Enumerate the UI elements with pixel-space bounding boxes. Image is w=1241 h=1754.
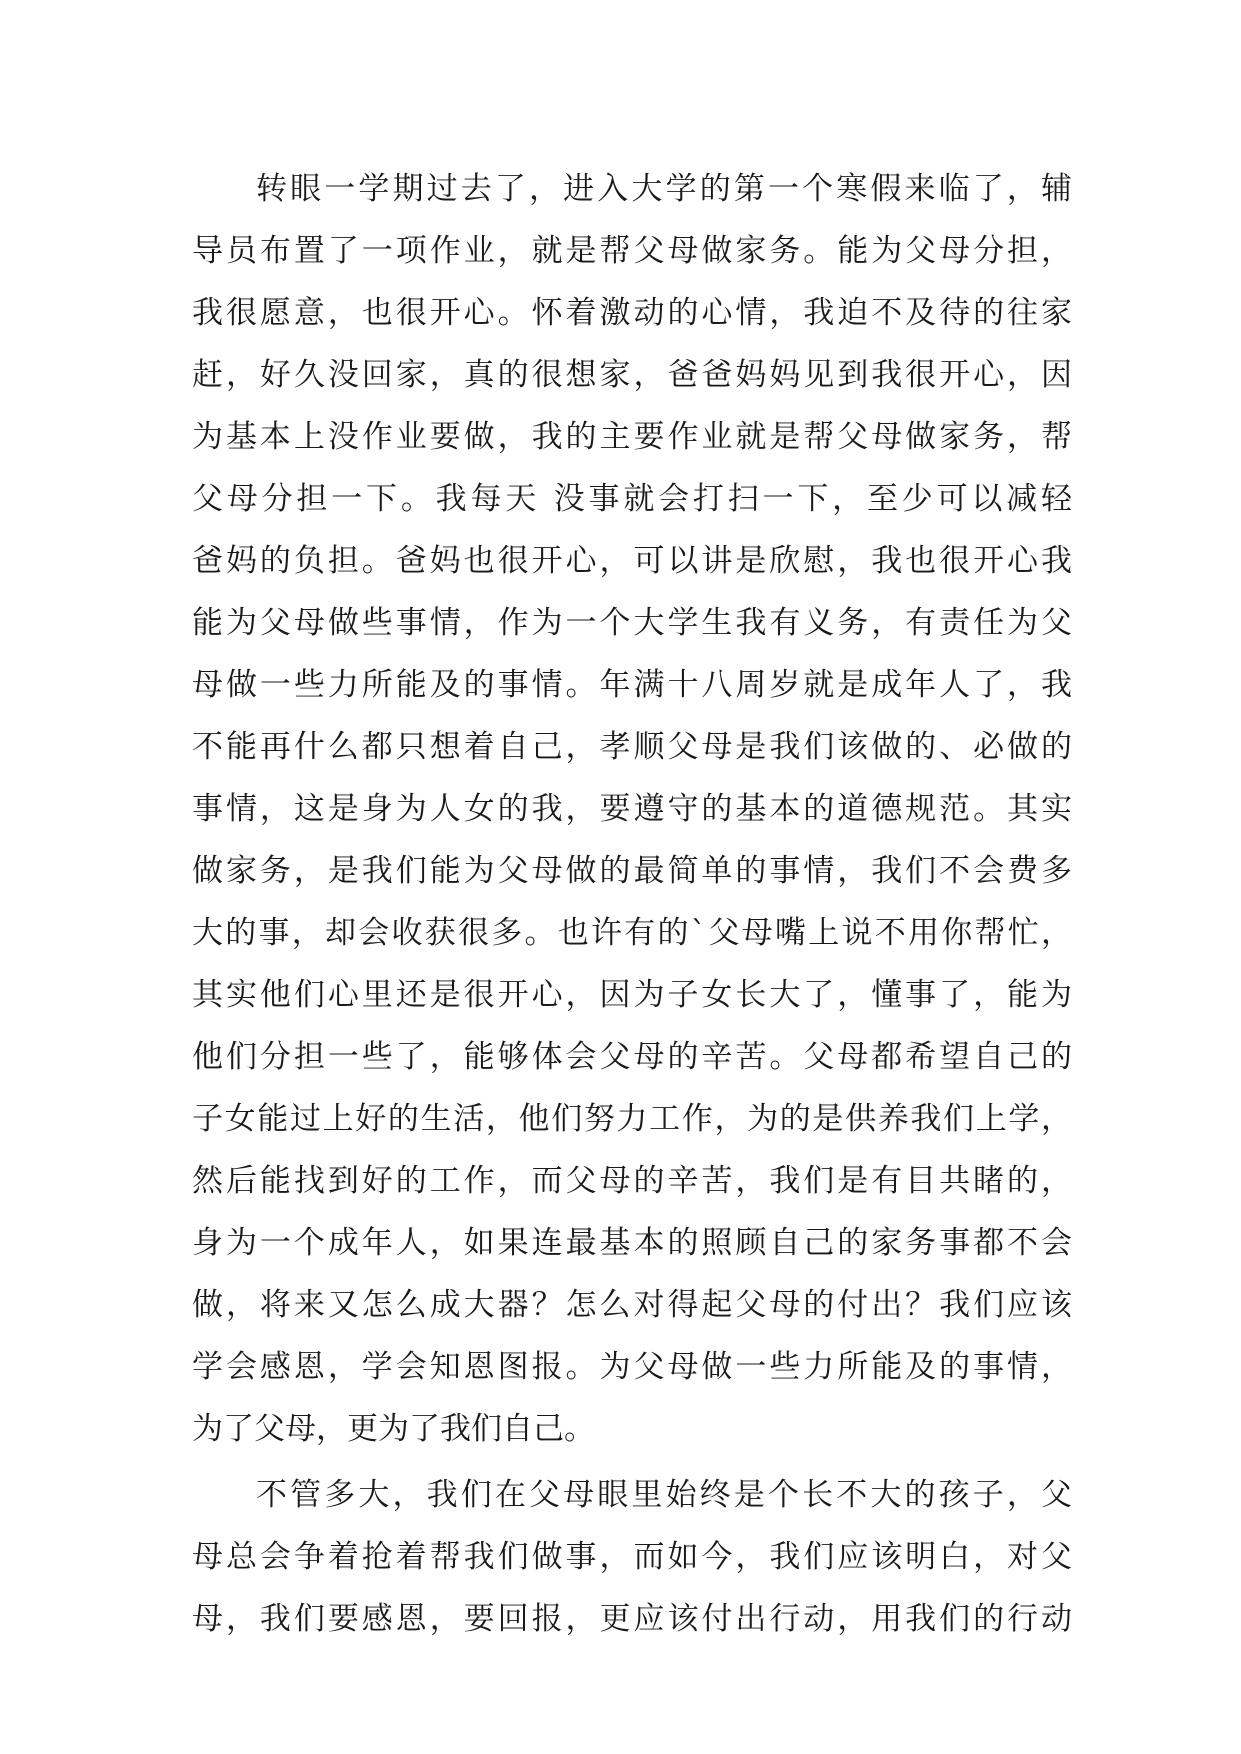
text-line: 然后能找到好的工作，而父母的辛苦，我们是有目共睹的， bbox=[192, 1163, 1072, 1199]
text-line: 母做一些力所能及的事情。年满十八周岁就是成年人了，我 bbox=[192, 667, 1072, 703]
text-line: 导员布置了一项作业，就是帮父母做家务。能为父母分担， bbox=[192, 233, 1072, 269]
paragraph-2 bbox=[192, 1464, 1072, 1650]
text-line: 身为一个成年人，如果连最基本的照顾自己的家务事都不会 bbox=[192, 1225, 1072, 1261]
text-line: 爸妈的负担。爸妈也很开心，可以讲是欣慰，我也很开心我 bbox=[192, 543, 1072, 579]
paragraph-1 bbox=[192, 158, 1072, 1460]
text-line: 不能再什么都只想着自己，孝顺父母是我们该做的、必做的 bbox=[192, 729, 1072, 765]
text-line: 事情，这是身为人女的我，要遵守的基本的道德规范。其实 bbox=[192, 791, 1072, 827]
text-line: 他们分担一些了，能够体会父母的辛苦。父母都希望自己的 bbox=[192, 1039, 1072, 1075]
text-line: 赶，好久没回家，真的很想家，爸爸妈妈见到我很开心，因 bbox=[192, 357, 1072, 393]
text-line: 不管多大，我们在父母眼里始终是个长不大的孩子，父 bbox=[256, 1477, 1072, 1513]
text-line: 做家务，是我们能为父母做的最简单的事情，我们不会费多 bbox=[192, 853, 1072, 889]
text-line: 学会感恩，学会知恩图报。为父母做一些力所能及的事情， bbox=[192, 1349, 1072, 1385]
text-line: 母，我们要感恩，要回报，更应该付出行动，用我们的行动 bbox=[192, 1601, 1072, 1637]
text-line: 做，将来又怎么成大器？怎么对得起父母的付出？我们应该 bbox=[192, 1287, 1072, 1323]
text-line: 转眼一学期过去了，进入大学的第一个寒假来临了，辅 bbox=[256, 171, 1072, 207]
text-line: 我很愿意，也很开心。怀着激动的心情，我迫不及待的往家 bbox=[192, 295, 1072, 331]
text-line: 能为父母做些事情，作为一个大学生我有义务，有责任为父 bbox=[192, 605, 1072, 641]
text-line: 大的事，却会收获很多。也许有的`父母嘴上说不用你帮忙， bbox=[192, 915, 1072, 951]
text-line: 母总会争着抢着帮我们做事，而如今，我们应该明白，对父 bbox=[192, 1539, 1072, 1575]
text-line: 为了父母，更为了我们自己。 bbox=[192, 1411, 595, 1447]
text-line: 父母分担一下。我每天 没事就会打扫一下，至少可以减轻 bbox=[192, 481, 1072, 517]
text-line: 其实他们心里还是很开心，因为子女长大了，懂事了，能为 bbox=[192, 977, 1072, 1013]
body-text bbox=[192, 158, 1072, 1650]
text-line: 子女能过上好的生活，他们努力工作，为的是供养我们上学， bbox=[192, 1101, 1072, 1137]
text-line: 为基本上没作业要做，我的主要作业就是帮父母做家务，帮 bbox=[192, 419, 1072, 455]
